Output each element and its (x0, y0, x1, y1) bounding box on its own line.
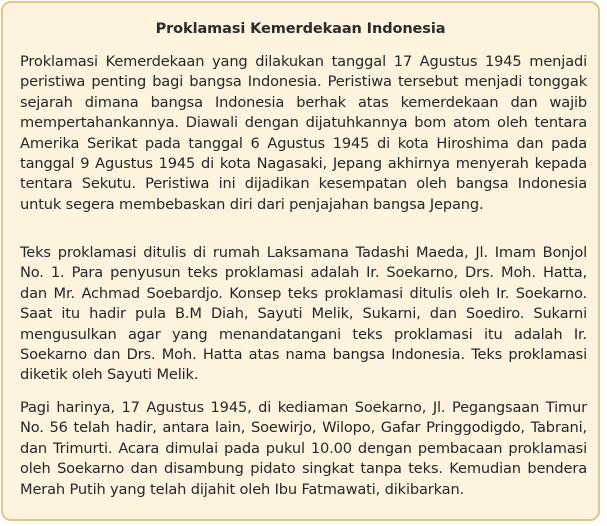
paragraph-2: Teks proklamasi ditulis di rumah Laksamana Tadashi Maeda, Jl. Imam Bonjol No. 1. Para penyusun teks proklamasi adalah Ir. Soekarno, Drs. Moh. Hatta, dan Mr. Achmad Soebardjo. Konsep teks proklamasi ditulis oleh Ir. Soekarno. Saat itu hadir pula B.M Diah, Sayuti Melik, Sukarni, dan Soediro. Sukarni mengusulkan agar yang menandatangani teks proklamasi itu adalah Ir. Soekarno dan Drs. Moh. Hatta atas nama bangsa Indonesia. Teks proklamasi diketik oleh Sayuti Melik. (20, 244, 587, 384)
paragraph-1: Proklamasi Kemerdekaan yang dilakukan tanggal 17 Agustus 1945 menjadi peristiwa penting bagi bangsa Indonesia. Peristiwa tersebut menjadi tonggak sejarah dimana bangsa Indonesia berhak atas kemerdekaan dan wajib mempertahankannya. Diawali dengan dijatuhkannya bom atom oleh tentara Amerika Serikat pada tanggal 6 Agustus 1945 di kota Hiroshima dan pada tanggal 9 Agustus 1945 di kota Nagasaki, Jepang akhirnya menyerah kepada tentara Sekutu. Peristiwa ini dijadikan kesempatan oleh bangsa Indonesia untuk segera membebaskan diri dari penjajahan bangsa Jepang. (20, 53, 587, 213)
document-title: Proklamasi Kemerdekaan Indonesia (155, 21, 446, 37)
reading-card (1, 1, 600, 521)
paragraph-3: Pagi harinya, 17 Agustus 1945, di kediaman Soekarno, Jl. Pegangsaan Timur No. 56 telah hadir, antara lain, Soewirjo, Wilopo, Gafar Pringgodigdo, Tabrani, dan Trimurti. Acara dimulai pada pukul 10.00 dengan pembacaan proklamasi oleh Soekarno dan disambung pidato singkat tanpa teks. Kemudian bendera Merah Putih yang telah dijahit oleh Ibu Fatmawati, dikibarkan. (20, 399, 587, 498)
